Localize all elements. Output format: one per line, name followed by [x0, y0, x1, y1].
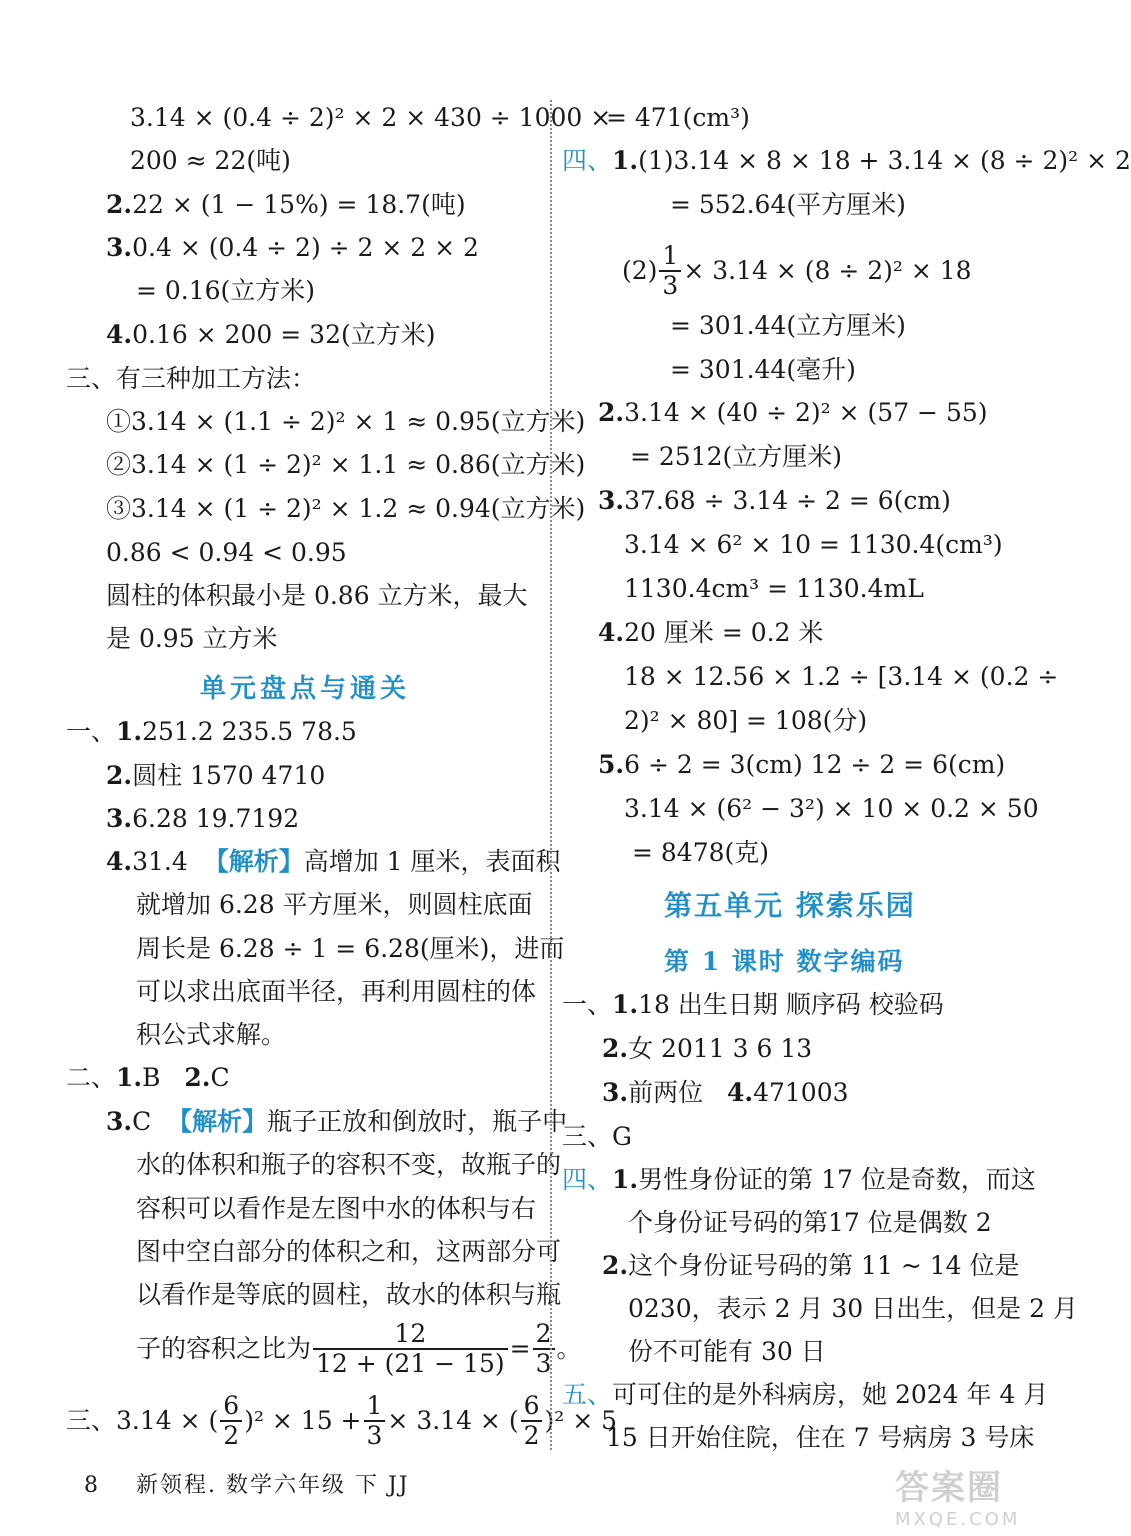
- formula-line: = 301.44(立方厘米): [670, 311, 906, 340]
- analysis-line: 就增加 6.28 平方厘米，则圆柱底面: [136, 890, 533, 919]
- fraction: $\frac{6}{2}$: [220, 1392, 242, 1450]
- formula-line: 3.14 × (0.4 ÷ 2)² × 2 × 430 ÷ 1000 ×: [130, 103, 612, 132]
- method-1: ①3.14 × (1.1 ÷ 2)² × 1 ≈ 0.95(立方米): [106, 407, 586, 436]
- formula-line: 1130.4cm³ = 1130.4mL: [624, 574, 924, 603]
- formula-line: = 552.64(平方厘米): [670, 190, 906, 219]
- formula-line: (2) $\frac{1}{3}$ × 3.14 × (8 ÷ 2)² × 18: [622, 241, 972, 300]
- formula-line: 3.14 × (6² − 3²) × 10 × 0.2 × 50: [624, 794, 1039, 823]
- answer-item: 3.前两位 4.471003: [602, 1078, 849, 1107]
- answer-line: 0230，表示 2 月 30 日出生，但是 2 月: [628, 1294, 1078, 1323]
- formula-line: = 301.44(毫升): [670, 355, 856, 384]
- answer-line: 个身份证号码的第17 位是偶数 2: [628, 1208, 992, 1237]
- analysis-tag: 【解析】: [167, 1107, 268, 1136]
- answer-item: 三、G: [562, 1122, 632, 1151]
- answer-item: 四、1.(1)3.14 × 8 × 18 + 3.14 × (8 ÷ 2)² × 2: [562, 146, 1131, 175]
- unit-title: 第五单元 探索乐园: [664, 889, 916, 922]
- formula-line: = 0.16(立方米): [136, 276, 316, 305]
- conclusion-line: 是 0.95 立方米: [106, 624, 278, 653]
- answer-item: 2.女 2011 3 6 13: [602, 1034, 813, 1063]
- fraction: $\frac{12}{12 + (21 - 15)}$: [313, 1320, 508, 1378]
- answer-line: 份不可能有 30 日: [628, 1337, 826, 1366]
- formula-line: 3.14 × 6² × 10 = 1130.4(cm³): [624, 530, 1003, 559]
- answer-item-volume: 三、3.14 × ( $\frac{6}{2}$ )² × 15 + $\frac{1}{3}$ × 3.14 × ( $\frac{6}{2}$ )² × 5: [66, 1391, 618, 1450]
- answer-item: 一、1.18 出生日期 顺序码 校验码: [562, 990, 944, 1019]
- formula-line: 18 × 12.56 × 1.2 ÷ [3.14 × (0.2 ÷: [624, 662, 1059, 691]
- lesson-title: 第 1 课时 数字编码: [664, 947, 905, 976]
- method-2: ②3.14 × (1 ÷ 2)² × 1.1 ≈ 0.86(立方米): [106, 450, 586, 479]
- analysis-tag: 【解析】: [203, 847, 304, 876]
- answer-item: 2.圆柱 1570 4710: [106, 761, 326, 790]
- analysis-line: 周长是 6.28 ÷ 1 = 6.28(厘米)，进而: [136, 934, 565, 963]
- page-footer: [84, 1468, 410, 1499]
- answer-item: 3.6.28 19.7192: [106, 804, 300, 833]
- method-3: ③3.14 × (1 ÷ 2)² × 1.2 ≈ 0.94(立方米): [106, 494, 586, 523]
- answer-line: 15 日开始住院，住在 7 号病房 3 号床: [606, 1423, 1035, 1452]
- section-title-unit-review: 单元盘点与通关: [200, 674, 411, 704]
- fraction: $\frac{1}{3}$: [659, 242, 681, 300]
- formula-line: = 471(cm³): [606, 103, 750, 132]
- formula-line: 2)² × 80] = 108(分): [624, 706, 868, 735]
- fraction: $\frac{6}{2}$: [521, 1392, 543, 1450]
- watermark-logo: [895, 1460, 1050, 1530]
- fraction: $\frac{1}{3}$: [364, 1392, 386, 1450]
- column-divider: [550, 100, 552, 1450]
- answer-item: 3.0.4 × (0.4 ÷ 2) ÷ 2 × 2 × 2: [106, 233, 479, 262]
- answer-item: 3.C 【解析】瓶子正放和倒放时，瓶子中: [106, 1107, 568, 1136]
- book-title: 新领程. 数学六年级 下 JJ: [135, 1473, 410, 1498]
- conclusion-line: 圆柱的体积最小是 0.86 立方米，最大: [106, 581, 528, 610]
- answer-item: 四、1.男性身份证的第 17 位是奇数，而这: [562, 1165, 1036, 1194]
- answer-item: 4.20 厘米 = 0.2 米: [598, 618, 824, 647]
- analysis-line: 图中空白部分的体积之和，这两部分可: [136, 1237, 562, 1266]
- fraction: $\frac{2}{3}$: [533, 1320, 555, 1378]
- watermark-text: 答案圈: [895, 1468, 1003, 1508]
- ratio-line: 子的容积之比为 $\frac{12}{12 + (21 - 15)}$ = $\frac{2}{3}$ 。: [136, 1319, 582, 1378]
- answer-item: 4.31.4 【解析】高增加 1 厘米，表面积: [106, 847, 561, 876]
- analysis-line: 可以求出底面半径，再利用圆柱的体: [136, 977, 537, 1006]
- formula-line: = 2512(立方厘米): [630, 442, 843, 471]
- answer-item: 五、可可住的是外科病房，她 2024 年 4 月: [562, 1380, 1049, 1409]
- analysis-line: 容积可以看作是左图中水的体积与右: [136, 1194, 537, 1223]
- answer-item: 2.22 × (1 − 15%) = 18.7(吨): [106, 190, 466, 219]
- formula-line: = 8478(克): [632, 838, 770, 867]
- analysis-line: 以看作是等底的圆柱，故水的体积与瓶: [136, 1280, 562, 1309]
- section-heading-3: 三、有三种加工方法：: [66, 364, 317, 393]
- answer-item: 2.3.14 × (40 ÷ 2)² × (57 − 55): [598, 398, 988, 427]
- answer-item: 4.0.16 × 200 = 32(立方米): [106, 320, 436, 349]
- answer-item: 5.6 ÷ 2 = 3(cm) 12 ÷ 2 = 6(cm): [598, 750, 1006, 779]
- comparison-line: 0.86 < 0.94 < 0.95: [106, 538, 347, 567]
- formula-line: 200 ≈ 22(吨): [130, 146, 291, 175]
- watermark-url: MXQE.COM: [895, 1509, 1021, 1530]
- answer-item: 2.这个身份证号码的第 11 ~ 14 位是: [602, 1251, 1020, 1280]
- analysis-line: 水的体积和瓶子的容积不变，故瓶子的: [136, 1150, 562, 1179]
- analysis-line: 积公式求解。: [136, 1020, 287, 1049]
- page-number: 8: [84, 1473, 100, 1498]
- answer-item: 3.37.68 ÷ 3.14 ÷ 2 = 6(cm): [598, 486, 951, 515]
- answer-item: 一、1.251.2 235.5 78.5: [66, 717, 357, 746]
- answer-item: 二、1.B 2.C: [66, 1063, 230, 1092]
